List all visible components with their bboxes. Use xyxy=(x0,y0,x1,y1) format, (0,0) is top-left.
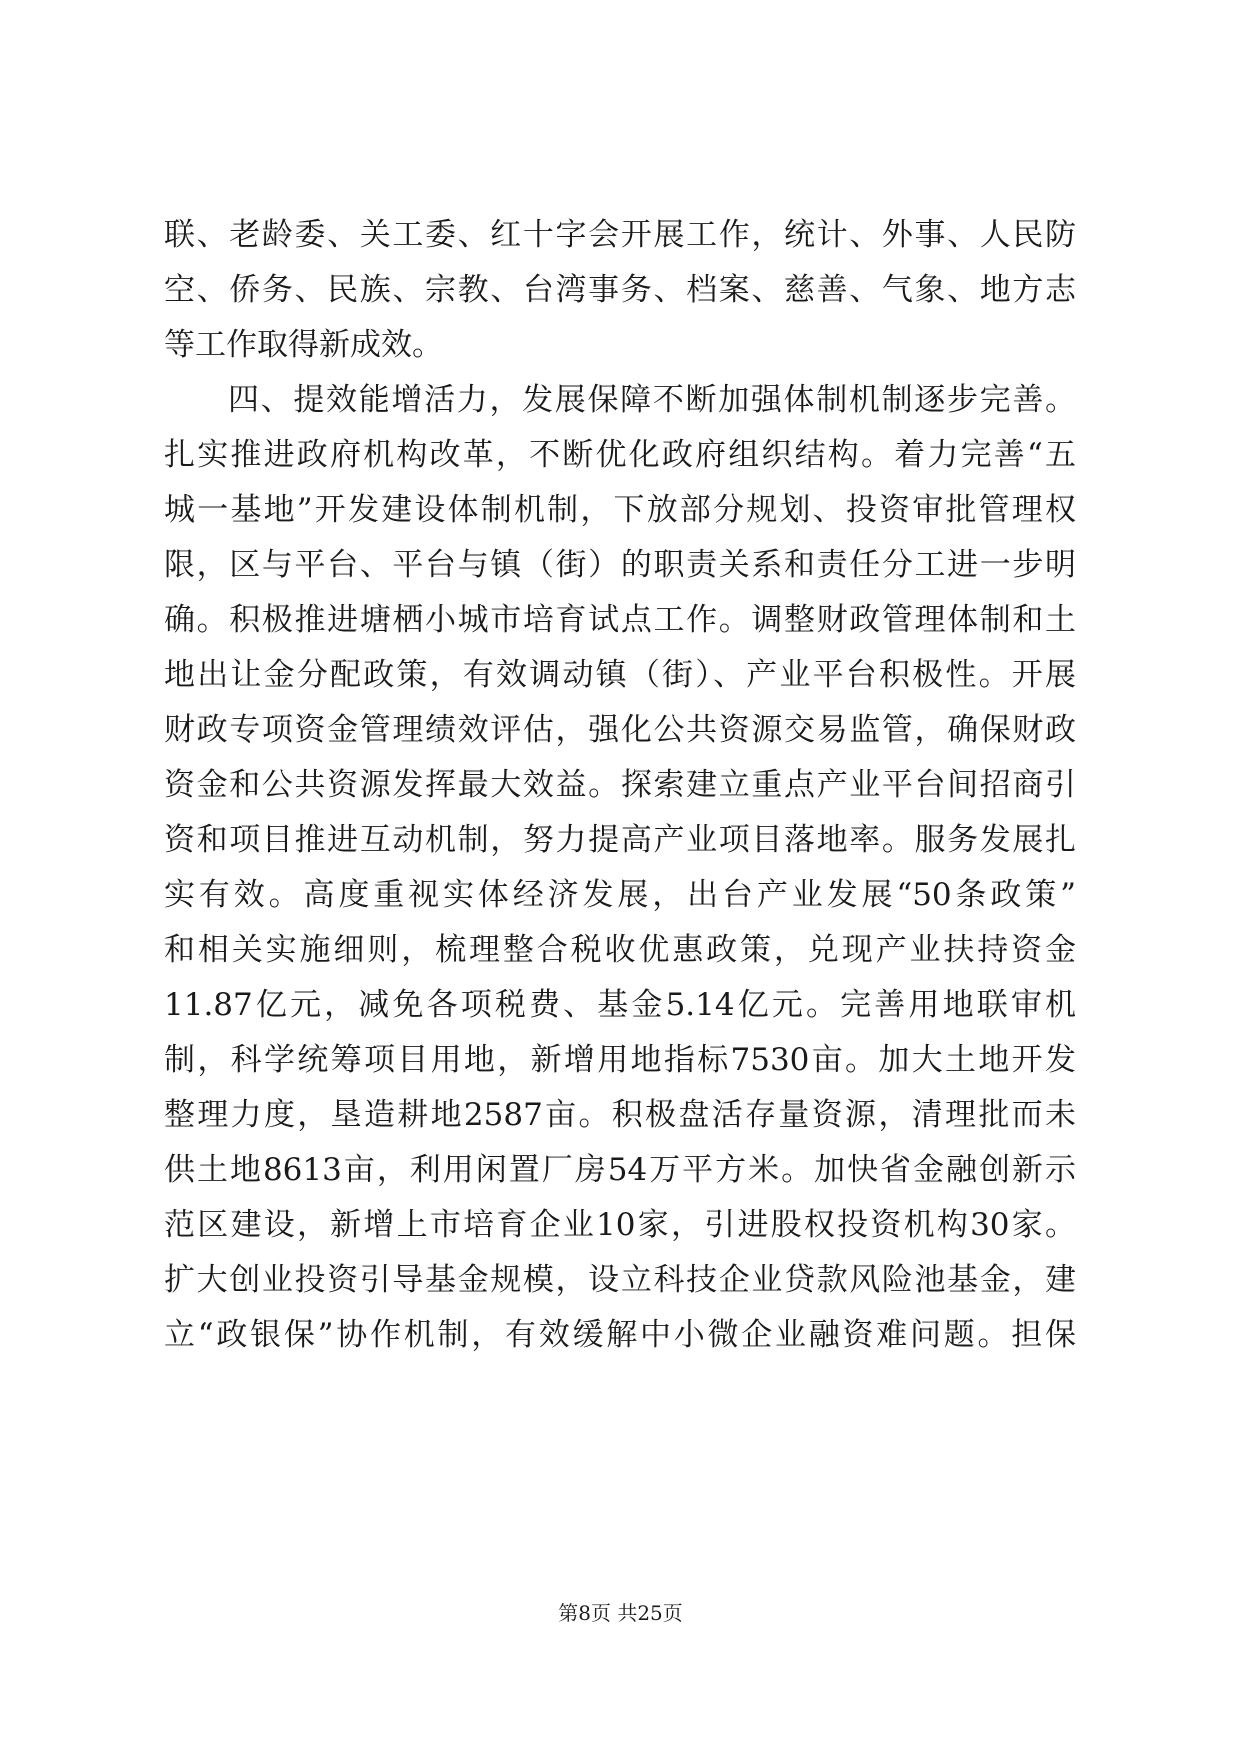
text-line: 和相关实施细则，梳理整合税收优惠政策，兑现产业扶持资金 xyxy=(164,932,1076,968)
text-line: 空、侨务、民族、宗教、台湾事务、档案、慈善、气象、地方志 xyxy=(164,272,1076,308)
text-line: 联、老龄委、关工委、红十字会开展工作，统计、外事、人民防 xyxy=(164,217,1076,253)
text-line: 供土地8613亩，利用闲置厂房54万平方米。加快省金融创新示 xyxy=(164,1152,1076,1188)
page-number-footer: 第8页 共25页 xyxy=(558,1601,683,1625)
text-line: 确。积极推进塘栖小城市培育试点工作。调整财政管理体制和土 xyxy=(164,602,1076,638)
section-heading-line: 四、提效能增活力，发展保障不断加强体制机制逐步完善。 xyxy=(228,382,1076,418)
text-line: 实有效。高度重视实体经济发展，出台产业发展“50条政策” xyxy=(164,877,1076,913)
text-line: 制，科学统筹项目用地，新增用地指标7530亩。加大土地开发 xyxy=(164,1042,1076,1078)
text-line: 立“政银保”协作机制，有效缓解中小微企业融资难问题。担保 xyxy=(164,1317,1076,1353)
text-line: 财政专项资金管理绩效评估，强化公共资源交易监管，确保财政 xyxy=(164,712,1076,748)
text-line: 城一基地”开发建设体制机制，下放部分规划、投资审批管理权 xyxy=(164,492,1076,528)
text-line: 扩大创业投资引导基金规模，设立科技企业贷款风险池基金，建 xyxy=(164,1262,1076,1298)
text-line: 限，区与平台、平台与镇（街）的职责关系和责任分工进一步明 xyxy=(164,547,1076,583)
text-line: 资和项目推进互动机制，努力提高产业项目落地率。服务发展扎 xyxy=(164,822,1076,858)
text-line: 等工作取得新成效。 xyxy=(164,327,443,363)
text-line: 扎实推进政府机构改革，不断优化政府组织结构。着力完善“五 xyxy=(164,437,1076,473)
text-line: 11.87亿元，减免各项税费、基金5.14亿元。完善用地联审机 xyxy=(164,987,1076,1023)
text-line: 地出让金分配政策，有效调动镇（街）、产业平台积极性。开展 xyxy=(164,657,1076,693)
text-line: 范区建设，新增上市培育企业10家，引进股权投资机构30家。 xyxy=(164,1207,1076,1243)
text-line: 整理力度，垦造耕地2587亩。积极盘活存量资源，清理批而未 xyxy=(164,1097,1076,1133)
text-line: 资金和公共资源发挥最大效益。探索建立重点产业平台间招商引 xyxy=(164,767,1076,803)
